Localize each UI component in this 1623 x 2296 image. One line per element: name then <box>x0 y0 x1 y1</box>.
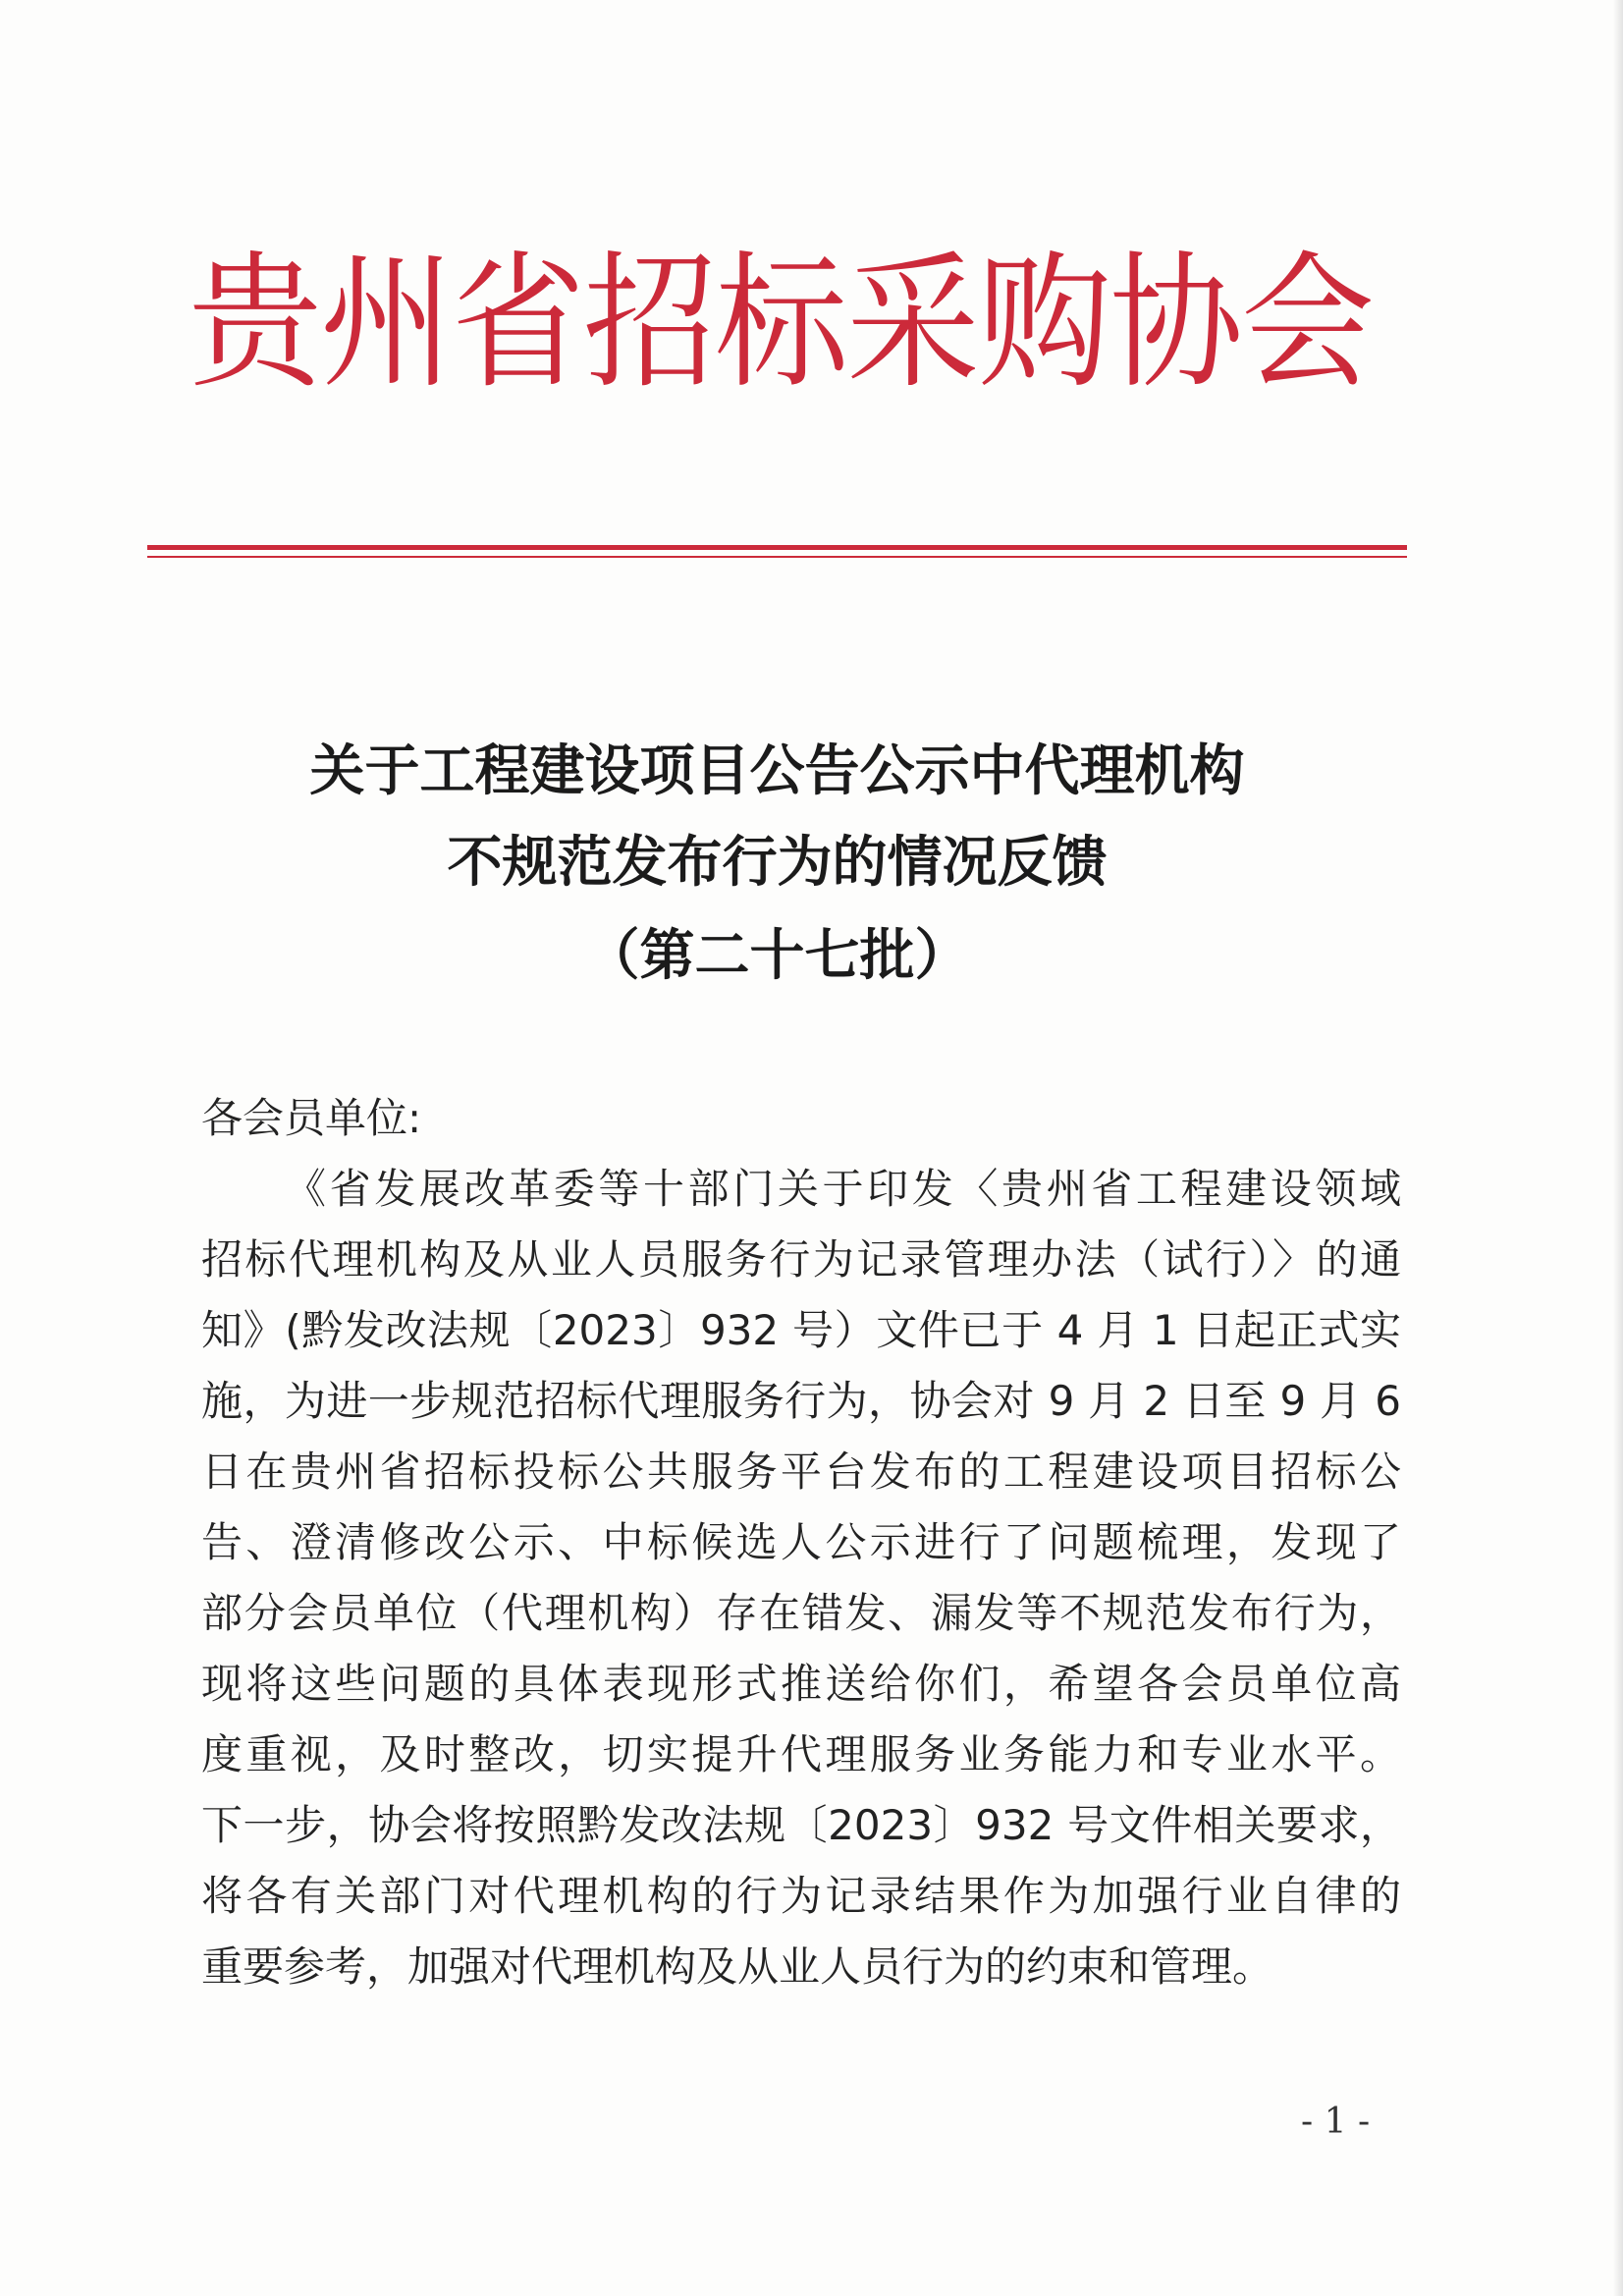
document-title-line-2: 不规范发布行为的情况反馈 <box>447 830 1108 895</box>
body-line: 现将这些问题的具体表现形式推送给你们，希望各会员单位高 <box>201 1660 1401 1708</box>
body-line: 施，为进一步规范招标代理服务行为，协会对 9 月 2 日至 9 月 6 <box>201 1377 1401 1425</box>
body-line: 《省发展改革委等十部门关于印发〈贵州省工程建设领域 <box>285 1165 1401 1213</box>
body-line: 重要参考，加强对代理机构及从业人员行为的约束和管理。 <box>201 1942 1274 1991</box>
body-line: 部分会员单位（代理机构）存在错发、漏发等不规范发布行为， <box>201 1589 1401 1637</box>
document-title-line-3: （第二十七批） <box>584 923 970 988</box>
page-number: - 1 - <box>1301 2102 1371 2142</box>
letterhead-rule-thin <box>147 556 1407 558</box>
document-title-line-1: 关于工程建设项目公告公示中代理机构 <box>309 738 1245 803</box>
body-line: 下一步，协会将按照黔发改法规〔2023〕932 号文件相关要求， <box>201 1801 1401 1849</box>
scan-edge-shadow <box>1613 0 1623 2296</box>
letterhead-title: 贵州省招标采购协会 <box>189 238 1373 410</box>
body-line: 日在贵州省招标投标公共服务平台发布的工程建设项目招标公 <box>201 1448 1401 1496</box>
body-line: 知》(黔发改法规〔2023〕932 号）文件已于 4 月 1 日起正式实 <box>201 1306 1401 1354</box>
salutation: 各会员单位: <box>201 1094 422 1142</box>
body-line: 告、澄清修改公示、中标候选人公示进行了问题梳理，发现了 <box>201 1518 1401 1566</box>
body-line: 度重视，及时整改，切实提升代理服务业务能力和专业水平。 <box>201 1730 1401 1778</box>
body-line: 招标代理机构及从业人员服务行为记录管理办法（试行）〉的通 <box>201 1235 1401 1284</box>
letterhead-rule-thick <box>147 545 1407 550</box>
body-line: 将各有关部门对代理机构的行为记录结果作为加强行业自律的 <box>201 1872 1401 1920</box>
